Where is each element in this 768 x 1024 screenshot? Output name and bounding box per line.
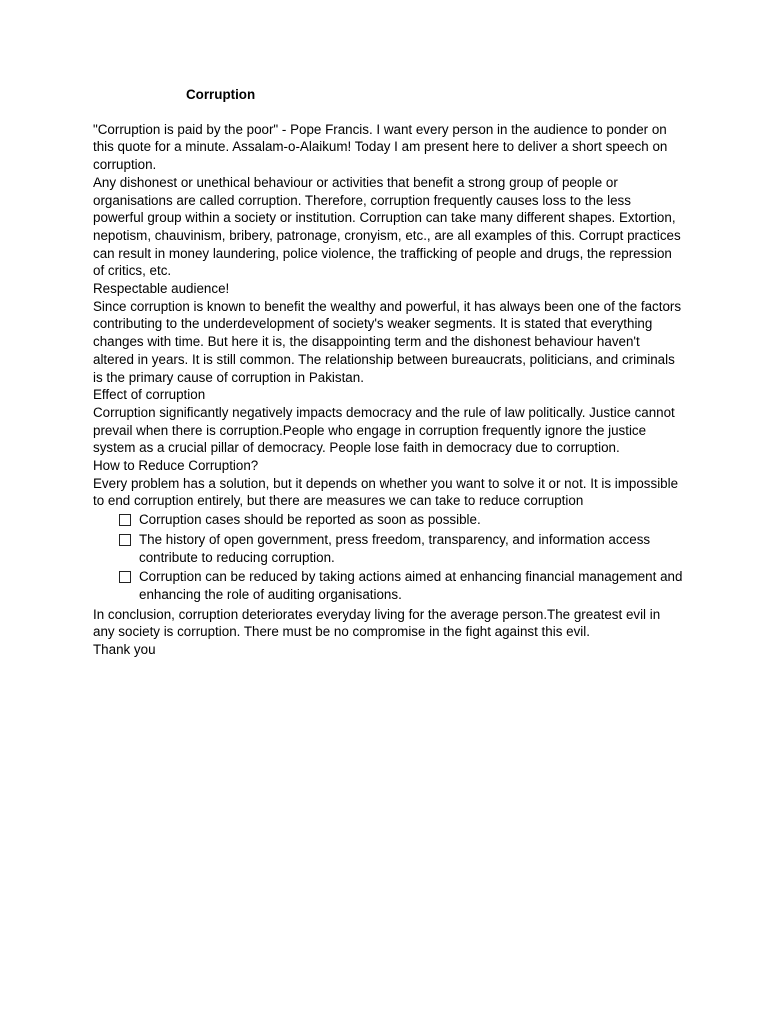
heading-how-to-reduce: How to Reduce Corruption? bbox=[93, 458, 259, 474]
checkbox-icon[interactable] bbox=[119, 571, 131, 583]
document-page bbox=[93, 86, 683, 659]
checklist-item bbox=[93, 568, 683, 603]
checkbox-icon[interactable] bbox=[119, 514, 131, 526]
document-title: Corruption bbox=[186, 87, 256, 102]
paragraph-definition: Any dishonest or unethical behaviour or activities that benefit a strong group of people or organisations are called corruption. Therefore, corruption frequently causes loss to the less powerful group within a society or institution. Corruption can take many different shapes. Extortion, nepotism, chauvinism, bribery, patronage, cronyism, etc., are all examples of this. Corrupt practices can result in money laundering, police violence, the trafficking of people and drugs, the repression of critics, etc. bbox=[93, 174, 681, 279]
measures-checklist bbox=[93, 511, 683, 604]
checklist-item-text: Corruption cases should be reported as soon as possible. bbox=[139, 512, 481, 528]
checklist-item bbox=[93, 511, 683, 529]
heading-effect-of-corruption: Effect of corruption bbox=[93, 387, 206, 403]
paragraph-quote-intro: "Corruption is paid by the poor" - Pope Francis. I want every person in the audience to ponder on this quote for a minute. Assalam-o-Alaikum! Today I am present here to deliver a short speech on corruption. bbox=[93, 121, 668, 173]
paragraph-solutions: Every problem has a solution, but it depends on whether you want to solve it or not. It is impossible to end corruption entirely, but there are measures we can take to reduce corruption bbox=[93, 475, 679, 509]
checklist-item bbox=[93, 531, 683, 566]
paragraph-respectable-audience: Respectable audience! bbox=[93, 281, 230, 297]
checklist-item-text: Corruption can be reduced by taking actions aimed at enhancing financial management and enhancing the role of auditing organisations. bbox=[139, 569, 683, 602]
checkbox-icon[interactable] bbox=[119, 534, 131, 546]
paragraph-conclusion: In conclusion, corruption deteriorates everyday living for the average person.The greatest evil in any society is corruption. There must be no compromise in the fight against this evil. bbox=[93, 606, 661, 640]
paragraph-effects: Corruption significantly negatively impacts democracy and the rule of law politically. Justice cannot prevail when there is corruption.People who engage in corruption frequently ignore the justice system as a crucial pillar of democracy. People lose faith in democracy due to corruption. bbox=[93, 404, 675, 456]
paragraph-thank-you: Thank you bbox=[93, 642, 156, 658]
checklist-item-text: The history of open government, press freedom, transparency, and information access contribute to reducing corruption. bbox=[139, 531, 651, 565]
paragraph-causes: Since corruption is known to benefit the wealthy and powerful, it has always been one of the factors contributing to the underdevelopment of society's weaker segments. It is stated that everything changes with time. But here it is, the disappointing term and the dishonest behaviour haven't altered in years. It is still common. The relationship between bureaucrats, politicians, and criminals is the primary cause of corruption in Pakistan. bbox=[93, 298, 682, 385]
